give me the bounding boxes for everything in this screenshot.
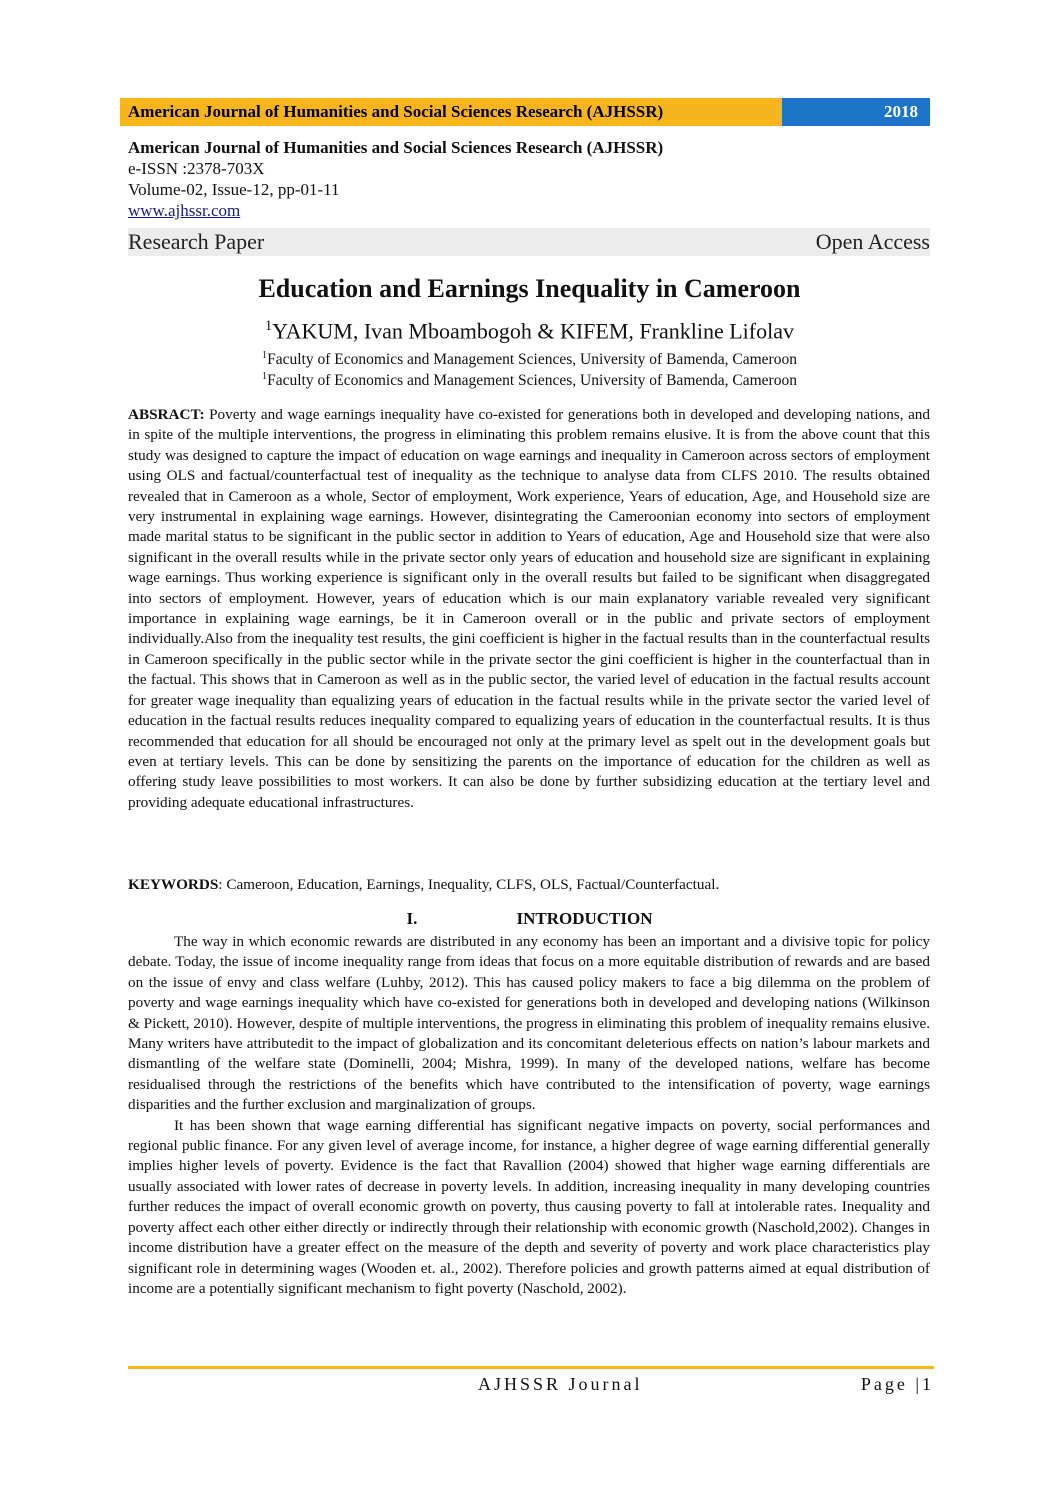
affiliation-sup: 1: [262, 350, 268, 361]
footer-page-number: Page |1: [860, 1374, 934, 1394]
author-sup: 1: [265, 318, 273, 334]
affiliation-1: [0, 350, 1059, 369]
abstract-text: Poverty and wage earnings inequality have co-existed for generations both in developed and developing nations, and in spite of the multiple interventions, the progress in eliminating this problem remains elusive. It is from the above count that this study was designed to capture the impact of education on wage earnings and inequality in Cameroon across sectors of employment using OLS and factual/counterfactual test of inequality as the technique to analyse data from CLFS 2010. The results obtained revealed that in Cameroon as a whole, Sector of employment, Work experience, Years of education, Age, and Household size are very instrumental in explaining wage earnings. However, disintegrating the Cameroonian economy into sectors of employment made marital status to be significant in the public sector in addition to Years of education, Age and Household size that were also significant in the overall results while in the private sector only years of education and household size are significant in explaining wage earnings. Thus working experience is significant only in the overall results but failed to be significant when disaggregated into sectors of employment. However, years of education which is our main explanatory variable revealed very significant importance in explaining wage earnings, be it in Cameroon overall or in the public and private sectors of employment individually.Also from the inequality test results, the gini coefficient is higher in the factual results than in the counterfactual results in Cameroon specifically in the public sector while in the private sector the gini coefficient is higher in the counterfactual than in the factual. This shows that in Cameroon as well as in the public sector, the varied level of education in the factual results account for greater wage inequality than equalizing years of education in the factual results while in the private sector the varied level of education in the factual results reduces inequality compared to equalizing years of education in the counterfactual results. It is thus recommended that education for all should be encouraged not only at the primary level as spelt out in the development goals but even at tertiary levels. This can be done by sensitizing the parents on the importance of education for the children as well as offering study leave possibilities to most workers. It can also be done by further subsidizing education at the tertiary level and providing adequate educational infrastructures.: [128, 406, 930, 811]
paper-type-label: Research Paper: [128, 229, 265, 254]
header-journal-title: American Journal of Humanities and Social Sciences Research (AJHSSR): [120, 98, 782, 126]
footer-journal: AJHSSR Journal: [478, 1374, 643, 1394]
affiliation-sup: 1: [262, 371, 268, 382]
paper-type-bar: [128, 228, 930, 256]
meta-volume: Volume-02, Issue-12, pp-01-11: [128, 180, 340, 199]
footer-rule: [128, 1366, 934, 1369]
intro-paragraph: The way in which economic rewards are distributed in any economy has been an important and a divisive topic for policy debate. Today, the issue of income inequality range from ideas that focus on a more equitable distribution of rewards and are based on the issue of envy and class welfare (Luhby, 2012). This has caused policy makers to face a big dilemma on the problem of poverty and wage earnings inequality which have co-existed for generations both in developed and developing nations (Wilkinson & Pickett, 2010). However, despite of multiple interventions, the progress in eliminating this problem of inequality remains elusive. Many writers have attributedit to the impact of globalization and its concomitant deleterious effects on nation’s labour markets and dismantling of the welfare state (Dominelli, 2004; Mishra, 1999). In many of the developed nations, welfare has become residualised through the restrictions of the benefits which have contributed to the intensification of poverty, wage earnings disparities and the further exclusion and marginalization of groups.: [128, 933, 930, 1114]
paper-title: Education and Earnings Inequality in Cameroon: [258, 274, 801, 303]
section-title: INTRODUCTION: [516, 909, 653, 928]
introduction-body: [128, 932, 930, 1299]
meta-issn: e-ISSN :2378-703X: [128, 159, 265, 178]
page-footer: [128, 1374, 934, 1398]
journal-meta: [128, 137, 663, 221]
affiliation-text: Faculty of Economics and Management Sciences, University of Bamenda, Cameroon: [267, 351, 797, 369]
meta-journal-name: American Journal of Humanities and Social Sciences Research (AJHSSR): [128, 138, 664, 157]
affiliation-text: Faculty of Economics and Management Sciences, University of Bamenda, Cameroon: [267, 372, 797, 390]
keywords-label: KEYWORDS: [128, 876, 219, 893]
header-year: 2018: [782, 98, 930, 126]
section-number: I.: [406, 909, 418, 928]
authors: [0, 318, 1059, 344]
keywords: [128, 876, 930, 894]
access-label: Open Access: [815, 229, 930, 254]
intro-paragraph: It has been shown that wage earning differential has significant negative impacts on poverty, social performances and regional public finance. For any given level of average income, for instance, a higher degree of wage earning differential generally implies higher levels of poverty. Evidence is the fact that Ravallion (2004) showed that higher wage earning differentials are usually associated with lower rates of decrease in poverty levels. In addition, increasing inequality in many developing countries further reduces the impact of overall economic growth on poverty, thus causing poverty to fall at intolerable rates. Inequality and poverty affect each other either directly or indirectly through their relationship with economic growth (Naschold,2002). Changes in income distribution have a greater effect on the measure of the depth and severity of poverty and work place characteristics play significant role in determining wages (Wooden et. al., 2002). Therefore policies and growth patterns aimed at equal distribution of income are a potentially significant mechanism to fight poverty (Naschold, 2002).: [128, 1116, 930, 1297]
running-header: [120, 98, 930, 126]
section-heading: [0, 909, 1059, 929]
affiliation-2: [0, 371, 1059, 390]
website-link[interactable]: www.ajhssr.com: [128, 201, 241, 220]
abstract-label: ABSRACT:: [128, 406, 205, 423]
author-names: YAKUM, Ivan Mboambogoh & KIFEM, Frankline Lifolav: [272, 318, 794, 344]
abstract: [128, 405, 930, 813]
keywords-text: : Cameroon, Education, Earnings, Inequality, CLFS, OLS, Factual/Counterfactual.: [218, 876, 720, 893]
